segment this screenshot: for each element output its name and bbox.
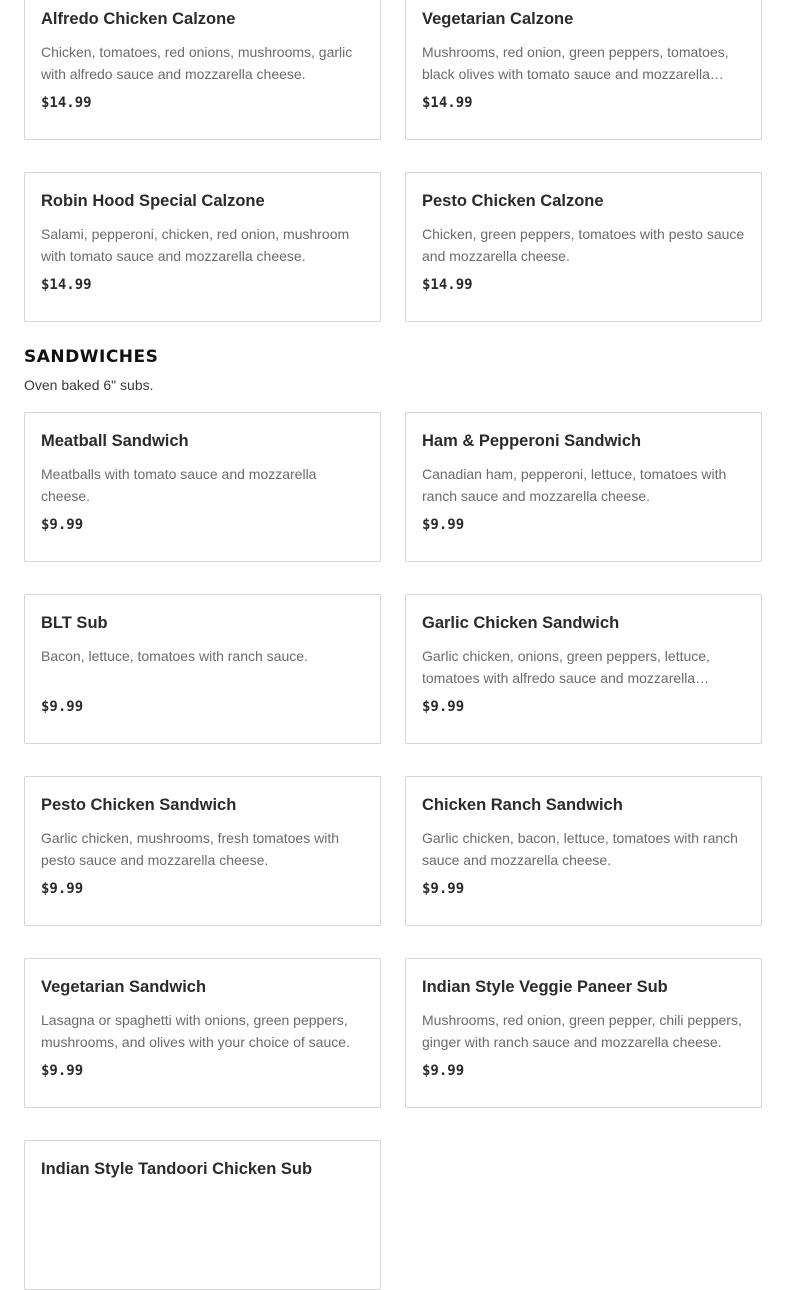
menu-item-card[interactable] xyxy=(24,594,381,744)
item-price: $9.99 xyxy=(422,699,465,715)
menu-item-card[interactable] xyxy=(24,958,381,1108)
item-name: Chicken Ranch Sandwich xyxy=(422,796,623,814)
section-title: SANDWICHES xyxy=(24,347,159,367)
item-name: BLT Sub xyxy=(41,614,108,632)
item-description: Meatballs with tomato sauce and mozzarella cheese. xyxy=(41,466,317,504)
item-price: $14.99 xyxy=(41,277,92,293)
menu-item-card[interactable] xyxy=(405,0,762,140)
item-description: Chicken, green peppers, tomatoes with pesto sauce and mozzarella cheese. xyxy=(422,226,745,264)
item-description: Chicken, tomatoes, red onions, mushrooms, garlic with alfredo sauce and mozzarella cheese. xyxy=(41,44,353,82)
item-name: Garlic Chicken Sandwich xyxy=(422,614,620,632)
item-description: Salami, pepperoni, chicken, red onion, mushroom with tomato sauce and mozzarella cheese. xyxy=(41,226,350,264)
item-description: Mushrooms, red onion, green pepper, chili peppers, ginger with ranch sauce and mozzarella cheese. xyxy=(422,1012,742,1050)
item-price: $9.99 xyxy=(41,1063,84,1079)
item-price: $14.99 xyxy=(41,95,92,111)
menu-item-card[interactable] xyxy=(24,172,381,322)
item-description: Lasagna or spaghetti with onions, green peppers, mushrooms, and olives with your choice of sauce. xyxy=(41,1012,350,1050)
item-name: Indian Style Veggie Paneer Sub xyxy=(422,978,668,996)
item-price: $9.99 xyxy=(41,881,84,897)
item-price: $9.99 xyxy=(422,1063,465,1079)
item-price: $9.99 xyxy=(41,699,84,715)
item-price: $14.99 xyxy=(422,95,473,111)
item-name: Robin Hood Special Calzone xyxy=(41,192,265,210)
item-price: $9.99 xyxy=(422,881,465,897)
item-name: Pesto Chicken Sandwich xyxy=(41,796,237,814)
item-description: Garlic chicken, bacon, lettuce, tomatoes with ranch sauce and mozzarella cheese. xyxy=(422,830,738,868)
item-name: Indian Style Tandoori Chicken Sub xyxy=(41,1160,313,1178)
menu-item-card[interactable] xyxy=(405,776,762,926)
item-description: Canadian ham, pepperoni, lettuce, tomatoes with ranch sauce and mozzarella cheese. xyxy=(422,466,727,504)
item-description: Bacon, lettuce, tomatoes with ranch sauce. xyxy=(41,648,308,664)
item-description: Garlic chicken, mushrooms, fresh tomatoes with pesto sauce and mozzarella cheese. xyxy=(41,830,339,868)
item-name: Vegetarian Calzone xyxy=(422,10,574,28)
item-name: Vegetarian Sandwich xyxy=(41,978,207,996)
item-price: $9.99 xyxy=(422,517,465,533)
menu-item-card[interactable] xyxy=(405,172,762,322)
section-subtitle: Oven baked 6" subs. xyxy=(24,377,154,393)
item-name: Meatball Sandwich xyxy=(41,432,189,450)
item-description: Mushrooms, red onion, green peppers, tomatoes, black olives with tomato sauce and mozzarella xyxy=(422,44,729,82)
menu-item-card[interactable] xyxy=(405,958,762,1108)
menu-item-card[interactable] xyxy=(405,412,762,562)
item-name: Ham & Pepperoni Sandwich xyxy=(422,432,642,450)
menu-item-card[interactable] xyxy=(24,1140,381,1290)
menu-item-card[interactable] xyxy=(24,776,381,926)
item-price: $9.99 xyxy=(41,517,84,533)
item-name: Alfredo Chicken Calzone xyxy=(41,10,236,28)
item-price: $14.99 xyxy=(422,277,473,293)
item-description: Garlic chicken, onions, green peppers, lettuce, tomatoes with alfredo sauce and mozzarella xyxy=(422,648,710,686)
item-name: Pesto Chicken Calzone xyxy=(422,192,604,210)
menu-item-card[interactable] xyxy=(405,594,762,744)
menu-item-card[interactable] xyxy=(24,0,381,140)
menu-item-card[interactable] xyxy=(24,412,381,562)
